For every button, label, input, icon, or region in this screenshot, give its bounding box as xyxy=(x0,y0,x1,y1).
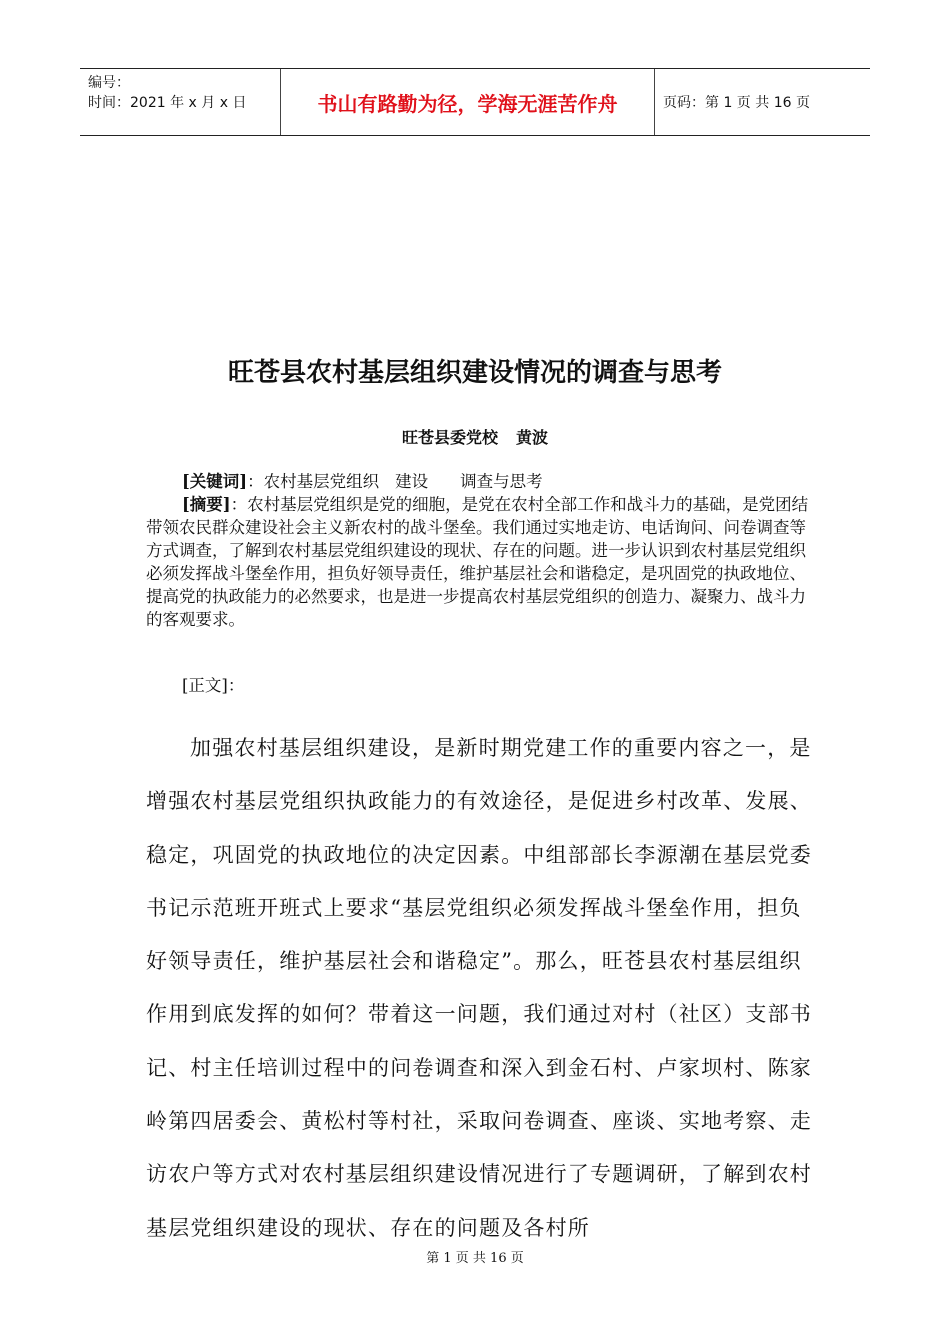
motto: 书山有路勤为径，学海无涯苦作舟 xyxy=(281,69,655,135)
author-org: 旺苍县委党校 xyxy=(401,428,498,447)
page-info: 页码：第 1 页 共 16 页 xyxy=(663,95,810,111)
header-left-cell xyxy=(80,69,281,135)
keyword: 农村基层党组织 xyxy=(263,472,380,491)
page-footer: 第 1 页 共 16 页 xyxy=(426,1251,524,1266)
document-title: 旺苍县农村基层组织建设情况的调查与思考 xyxy=(227,358,722,388)
abstract-block xyxy=(146,470,818,631)
body-content xyxy=(146,722,818,1255)
keywords-label: [关键词] xyxy=(182,472,248,491)
keywords-line: [关键词]：农村基层党组织 建设 调查与思考 xyxy=(182,472,543,491)
body-label: [正文]： xyxy=(182,676,245,695)
header-table xyxy=(80,68,870,136)
author-name: 黄波 xyxy=(516,428,549,447)
abstract-label: [摘要] xyxy=(182,495,231,514)
abstract-paragraph xyxy=(146,493,818,631)
author-line xyxy=(0,425,950,448)
time-label: 时间：2021 年 x 月 x 日 xyxy=(88,95,247,111)
body-paragraph: 加强农村基层组织建设，是新时期党建工作的重要内容之一，是增强农村基层党组织执政能力的有效途径，是促进乡村改革、发展、稳定，巩固党的执政地位的决定因素。中组部部长李源潮在基层党委书记示范班开班式上要求“基层党组织必须发挥战斗堡垒作用，担负好领导责任，维护基层社会和谐稳定”。那么，旺苍县农村基层组织作用到底发挥的如何？带着这一问题，我们通过对村（社区）支部书记、村主任培训过程中的问卷调查和深入到金石村、卢家坝村、陈家岭第四居委会、黄松村等村社，采取问卷调查、座谈、实地考察、走访农户等方式对农村基层组织建设情况进行了专题调研，了解到农村基层党组织建设的现状、存在的问题及各村所 xyxy=(146,736,812,1240)
abstract-text: ：农村基层党组织是党的细胞，是党在农村全部工作和战斗力的基础，是党团结带领农民群众建设社会主义新农村的战斗堡垒。我们通过实地走访、电话询问、问卷调查等方式调查，了解到农村基层党组织建设的现状、存在的问题。进一步认识到农村基层党组织必须发挥战斗堡垒作用，担负好领导责任，维护基层社会和谐稳定，是巩固党的执政地位、提高党的执政能力的必然要求，也是进一步提高农村基层党组织的创造力、凝聚力、战斗力的客观要求。 xyxy=(146,495,809,629)
keyword: 建设 xyxy=(395,472,429,491)
keyword: 调查与思考 xyxy=(460,472,543,491)
number-label: 编号： xyxy=(88,75,130,91)
